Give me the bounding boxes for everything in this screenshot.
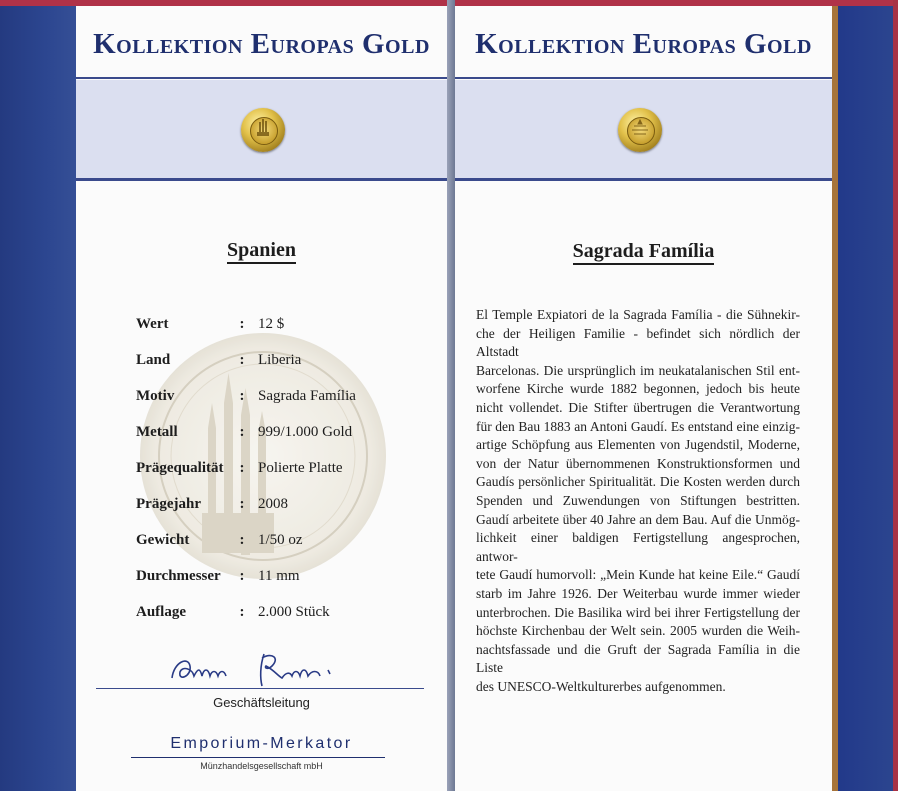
spec-row <box>136 450 418 486</box>
spec-separator: : <box>239 459 245 476</box>
company-name: Emporium-Merkator <box>170 735 353 752</box>
company-subtitle: Münzhandelsgesellschaft mbH <box>200 761 323 771</box>
signature-icon <box>168 646 368 690</box>
body-line: artige Schöpfung aus Elementen von Jugendstil, Moderne, <box>476 437 800 453</box>
spec-row <box>136 486 418 522</box>
body-line: lichkeit einer baldigen Fertigstellung angesprochen, antwor- <box>476 530 800 564</box>
left-background <box>0 0 76 791</box>
spec-value: Sagrada Família <box>258 387 356 404</box>
right-background <box>838 0 898 791</box>
body-line: für den Bau 1883 an Antoni Gaudí. Es entstand eine einzig- <box>476 418 800 434</box>
body-line: höchste Kirchenbau der Welt sein. 2005 wurden die Weih- <box>476 623 800 639</box>
spec-row <box>136 594 418 630</box>
spec-separator: : <box>239 387 245 404</box>
spec-separator: : <box>239 315 245 332</box>
spec-value: Polierte Platte <box>258 459 343 476</box>
company-rule <box>131 757 385 758</box>
spec-separator: : <box>239 495 245 512</box>
spec-value: Liberia <box>258 351 302 368</box>
body-line: Gaudí arbeitete über 40 Jahre an dem Bau. Auf die Unmög- <box>476 511 800 527</box>
spec-label: Motiv <box>136 387 175 404</box>
body-line: nachtsfassade und die Gruft der Sagrada Família in die Liste <box>476 641 800 676</box>
country-title: Spanien <box>76 239 447 262</box>
body-line: Barcelonas. Die ursprünglich im neukatalanischen Stil ent- <box>476 362 800 378</box>
spec-separator: : <box>239 567 245 584</box>
spec-row <box>136 414 418 450</box>
brand-title: Kollektion Europas Gold <box>475 28 812 60</box>
body-line: Spenden und Zuwendungen von Stiftungen bestritten. <box>476 492 800 508</box>
right-red-edge <box>893 0 898 791</box>
spec-label: Wert <box>136 315 169 332</box>
coin-band <box>76 80 447 181</box>
spec-label: Auflage <box>136 603 186 620</box>
spec-separator: : <box>239 603 245 620</box>
header-rule <box>76 77 447 79</box>
body-line: unterbrochen. Die Basilika wird bei ihrer Fertigstellung der <box>476 604 800 620</box>
article-title: Sagrada Família <box>455 240 832 263</box>
spec-row <box>136 378 418 414</box>
coin-obverse-icon <box>241 108 285 152</box>
spec-value: 999/1.000 Gold <box>258 423 353 440</box>
signature-line <box>96 688 424 689</box>
spec-separator: : <box>239 351 245 368</box>
body-line: Gaudís persönlicher Spiritualität. Die Kosten werden durch <box>476 474 800 490</box>
spec-row <box>136 342 418 378</box>
brand-title: Kollektion Europas Gold <box>93 28 430 60</box>
spec-value: 12 $ <box>258 315 285 332</box>
spec-label: Prägequalität <box>136 459 224 476</box>
spec-label: Durchmesser <box>136 567 221 584</box>
body-line: des UNESCO-Weltkulturerbes aufgenommen. <box>476 678 726 694</box>
body-line: starb im Jahre 1926. Der Weiterbau wurde immer wieder <box>476 585 800 601</box>
card-gap <box>447 0 455 791</box>
body-line: tete Gaudí humorvoll: „Mein Kunde hat keine Eile.“ Gaudí <box>476 567 800 583</box>
body-line: worfene Kirche wurde 1882 begonnen, jedoch bis heute <box>476 381 800 397</box>
coin-band <box>455 80 832 181</box>
spec-value: 2.000 Stück <box>258 603 330 620</box>
body-line: nicht vollendet. Die Stifter übertrugen die Verantwortung <box>476 399 800 415</box>
body-line: El Temple Expiatori de la Sagrada Família - die Sühnekir- <box>476 307 800 322</box>
spec-label: Land <box>136 351 171 368</box>
description-card <box>455 6 838 791</box>
spec-row <box>136 306 418 342</box>
coin-reverse-icon <box>618 108 662 152</box>
certificate-card <box>76 6 447 791</box>
spec-value: 1/50 oz <box>258 531 303 548</box>
body-line: von der Natur übernommenen Konstruktionsformen und <box>476 455 800 471</box>
spec-table <box>136 306 418 630</box>
spec-value: 11 mm <box>258 567 300 584</box>
article-body <box>476 306 800 696</box>
spec-row <box>136 558 418 594</box>
spec-label: Gewicht <box>136 531 190 548</box>
spec-label: Metall <box>136 423 178 440</box>
spec-label: Prägejahr <box>136 495 201 512</box>
spec-separator: : <box>239 531 245 548</box>
signature-label: Geschäftsleitung <box>213 695 310 710</box>
spec-separator: : <box>239 423 245 440</box>
spec-value: 2008 <box>258 495 288 512</box>
header-rule <box>455 77 832 79</box>
body-line: che der Heiligen Familie - befindet sich nördlich der Altstadt <box>476 325 800 360</box>
spec-row <box>136 522 418 558</box>
